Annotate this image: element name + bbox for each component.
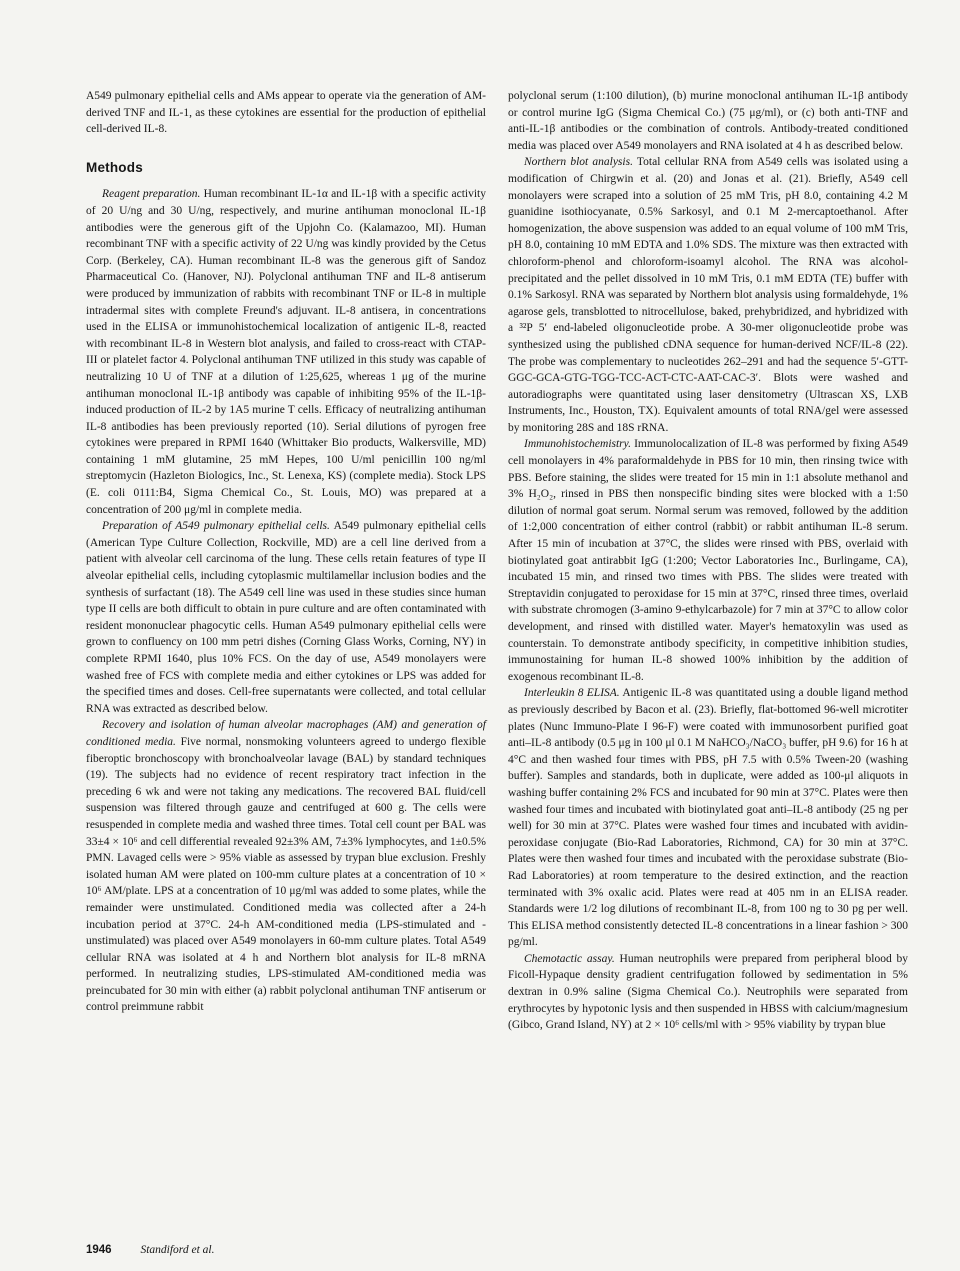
paragraph-a549-preparation <box>86 518 486 717</box>
paragraph-body: Total cellular RNA from A549 cells was isolated using a modification of Chirgwin et al. (20) and Jonas et al. (21). Briefly, A549 cell monolayers were scraped into a solution of 25 mM Tris, pH 8.0, containing 4.2 M guanidine isothiocyanate, 0.5% Sarkosyl, and 0.1 M 2-mercaptoethanol. After homogenization, the above suspension was added to an equal volume of 100 mM Tris, pH 8.0, containing 10 mM EDTA and 1.0% SDS. The mixture was then extracted with chloroform-phenol and chloroform-isoamyl alcohol. The RNA was alcohol-precipitated and the pellet dissolved in 10 mM Tris, 0.1 mM EDTA (TE) buffer with 0.1% Sarkosyl. RNA was separated by Northern blot analysis using formaldehyde, 1% agarose gels, transblotted to nitrocellulose, baked, prehybridized, and hybridized with a ³²P 5′ end-labeled oligonucleotide probe. A 30-mer oligonucleotide probe was synthesized using the published cDNA sequence for human-derived NCF/IL-8 (22). The probe was complementary to nucleotides 262–291 and had the sequence 5′-GTT-GGC-GCA-GTG-TGG-TCC-ACT-CTC-AAT-CAC-3′. Blots were washed and autoradiographs were quantitated using laser densitometry (Ultrascan XS, LXB Instruments, Inc., Houston, TX). Equivalent amounts of total RNA/gel were assessed by monitoring 28S and 18S rRNA. <box>508 156 908 434</box>
paragraph-immunohistochemistry <box>508 436 908 685</box>
paragraph-title: Reagent preparation. <box>102 188 201 201</box>
right-column <box>508 88 908 1034</box>
paragraph-title: Northern blot analysis. <box>524 156 633 169</box>
page-footer <box>86 1244 214 1256</box>
paragraph-body: Human neutrophils were prepared from peripheral blood by Ficoll-Hypaque density gradient centrifugation followed by sedimentation in 5% dextran in 0.9% saline (Sigma Chemical Co.). Neutrophils were separated from erythrocytes by hypotonic lysis and then suspended in HBSS with calcium/magnesium (Gibco, Grand Island, NY) at 2 × 10⁶ cells/ml with > 95% viability by trypan blue <box>508 952 909 1032</box>
paragraph-title: Preparation of A549 pulmonary epithelial cells. <box>102 520 330 533</box>
left-column <box>86 88 486 1016</box>
paragraph-body: Five normal, nonsmoking volunteers agreed to undergo flexible fiberoptic bronchoscopy with bronchoalveolar lavage (BAL) by standard techniques (19). The subjects had no evidence of recent respiratory tract infection in the preceding 6 wk and were not taking any medications. The recovered BAL fluid/cell suspension was filtered through gauze and centrifuged at 600 g. The cells were resuspended in complete media and washed three times. Total cell count per BAL was 33±4 × 10⁶ and cell differential revealed 92±3% AM, 7±3% lymphocytes, and 1±0.5% PMN. Lavaged cells were > 95% viable as assessed by trypan blue exclusion. Freshly isolated human AM were plated on 100-mm culture plates at a concentration of 10 × 10⁶ AM/plate. LPS at a concentration of 10 μg/ml was added to some plates, while the remainder were unstimulated. Conditioned media was collected after a 24-h incubation period at 37°C. 24-h AM-conditioned media (LPS-stimulated and -unstimulated) was placed over A549 monolayers in 60-mm culture plates. Total A549 cellular RNA was isolated at 4 h and Northern blot analysis for IL-8 mRNA performed. In neutralizing studies, LPS-stimulated AM-conditioned media was preincubated for 30 min with either (a) rabbit polyclonal antihuman TNF antiserum or control preimmune rabbit <box>86 735 486 1014</box>
paragraph-title: Chemotactic assay. <box>524 952 615 965</box>
paragraph-am-recovery <box>86 717 486 1016</box>
intro-paragraph: A549 pulmonary epithelial cells and AMs appear to operate via the generation of AM-derived TNF and IL-1, as these cytokines are essential for the production of epithelial cell-derived IL-8. <box>86 90 486 136</box>
paragraph-chemotactic-assay <box>508 951 908 1034</box>
paragraph-title: Recovery and isolation of human alveolar macrophages (AM) and generation of conditioned media. <box>86 719 486 748</box>
section-heading-methods: Methods <box>86 159 143 175</box>
running-head: Standiford et al. <box>140 1244 215 1256</box>
paragraph-title: Interleukin 8 ELISA. <box>524 687 620 700</box>
paragraph-northern-blot <box>508 154 908 436</box>
paragraph-body: Antigenic IL-8 was quantitated using a double ligand method as previously described by Bacon et al. (23). Briefly, flat-bottomed 96-well microtiter plates (Nunc Immuno-Plate I 96-F) were coated with immunosorbent purified goat anti–IL-8 antibody (0.5 μg in 100 μl 0.1 M NaHCO₃/NaCO₃ buffer, pH 9.6) for 16 h at 4°C and then washed four times with PBS, pH 7.5 with 0.5% Tween-20 (washing buffer). Samples and standards, both in duplicate, were added as 100-μl aliquots in washing buffer containing 2% FCS and incubated for 90 min at 37°C. Plates were then washed four times and incubated with biotinylated goat anti–IL-8 antibody (25 ng per well) for 30 min at 37°C. Plates were washed four times and incubated with avidin-peroxidase conjugate (Bio-Rad Laboratories, Richmond, CA) for 30 min at 37°C. Plates were then washed four times and incubated with the peroxidase substrate (Bio-Rad Laboratories) at room temperature to the desired extinction, and the reaction terminated with 3% oxalic acid. Plates were read at 405 nm in an ELISA reader. Standards were 1/2 log dilutions of recombinant IL-8, from 100 ng to 30 pg per well. This ELISA method consistently detected IL-8 concentrations in a linear fashion > 300 pg/ml. <box>508 687 908 949</box>
paragraph-body: A549 pulmonary epithelial cells (American Type Culture Collection, Rockville, MD) are a cell line derived from a patient with alveolar cell carcinoma of the lung. These cells retain features of type II alveolar epithelial cells, including cytoplasmic multilamellar inclusion bodies and the synthesis of surfactant (18). The A549 cell line was used in these studies since human type II cells are both difficult to obtain in pure culture and are often contaminated with resident mononuclear phagocytic cells. Human A549 pulmonary epithelial cells were grown to confluency on 100 mm petri dishes (Corning Glass Works, Corning, NY) in complete RPMI 1640, plus 10% FCS. On the day of use, A549 monolayers were washed free of FCS with complete media and either cytokines or LPS was added for the specified times and doses. Cell-free supernatants were collected, and total cellular RNA was extracted as described below. <box>86 520 486 715</box>
paragraph-reagent-preparation <box>86 186 486 518</box>
paragraph-body: Immunolocalization of IL-8 was performed by fixing A549 cell monolayers in 4% paraformaldehyde in PBS for 10 min, then rinsing twice with PBS. Before staining, the slides were treated for 15 min in 1:1 absolute methanol and 3% H₂O₂, rinsed in PBS then nonspecific binding sites were blocked with a 1:50 dilution of normal goat serum. Normal serum was removed, followed by the addition of 1:2,000 concentration of either control (rabbit) or rabbit antihuman IL-8 serum. After 15 min of incubation at 37°C, the slides were rinsed with PBS, overlaid with biotinylated goat antirabbit IgG (1:200; Vector Laboratories Inc., Burlingame, CA), incubated 15 min, and rinsed two times with PBS. The slides were treated with Streptavidin conjugated to peroxidase for 15 min at 37°C, rinsed three times, overlaid with substrate chromogen (3-amino 9-ethylcarbazole) for 7 min at 37°C to allow color development, and rinsed with distilled water. Mayer's hematoxylin was used as counterstain. To demonstrate antibody specificity, in competitive inhibition studies, immunostaining for human IL-8 showed 100% inhibition by the addition of exogenous recombinant IL-8. <box>508 438 908 683</box>
paragraph-il8-elisa <box>508 685 908 951</box>
paragraph-title: Immunohistochemistry. <box>524 438 632 451</box>
paragraph-continuation: polyclonal serum (1:100 dilution), (b) murine monoclonal antihuman IL-1β antibody or control murine IgG (Sigma Chemical Co.) (75 μg/ml), or (c) both anti-TNF and anti-IL-1β antibodies or the combination of controls. Antibody-treated conditioned media was placed over A549 monolayers and RNA isolated at 4 h as described below. <box>508 90 908 152</box>
page-number: 1946 <box>86 1244 112 1256</box>
paragraph-body: Human recombinant IL-1α and IL-1β with a specific activity of 20 U/ng and 30 U/ng, respectively, and murine antihuman monoclonal IL-1β antibodies were the generous gift of the Upjohn Co. (Kalamazoo, MI). Human recombinant TNF with a specific activity of 22 U/ng was kindly provided by the Cetus Corp. (Berkeley, CA). Human recombinant IL-8 was the generous gift of Sandoz Pharmaceutical Co. (Hanover, NJ). Polyclonal antihuman TNF and IL-8 antiserum were produced by immunization of rabbits with recombinant TNF or IL-8 in multiple intradermal sites with complete Freund's adjuvant. IL-8 antisera, in concentrations used in the ELISA or immunohistochemical localization of antigenic IL-8, reacted with recombinant IL-8 in Western blot analysis, and failed to cross-react with CTAP-III or platelet factor 4. Polyclonal antihuman TNF utilized in this study was capable of neutralizing 10 U of TNF at a dilution of 1:25,625, whereas 1 μg of the murine antihuman monoclonal IL-1β antibody was capable of inhibiting 95% of the IL-1β-induced production of IL-2 by 1A5 murine T cells. Efficacy of neutralizing antihuman IL-8 antibodies has been previously reported (10). Serial dilutions of pyrogen free cytokines were prepared in RPMI 1640 (Whittaker Bio products, Walkersville, MD) containing 1 mM glutamine, 25 mM Hepes, 100 U/ml penicillin 100 ng/ml streptomycin (Hazleton Biologics, Inc., St. Lenexa, KS) (complete media). Stock LPS (E. coli 0111:B4, Sigma Chemical Co., St. Louis, MO) was prepared at a concentration of 200 μg/ml in complete media. <box>86 188 486 516</box>
